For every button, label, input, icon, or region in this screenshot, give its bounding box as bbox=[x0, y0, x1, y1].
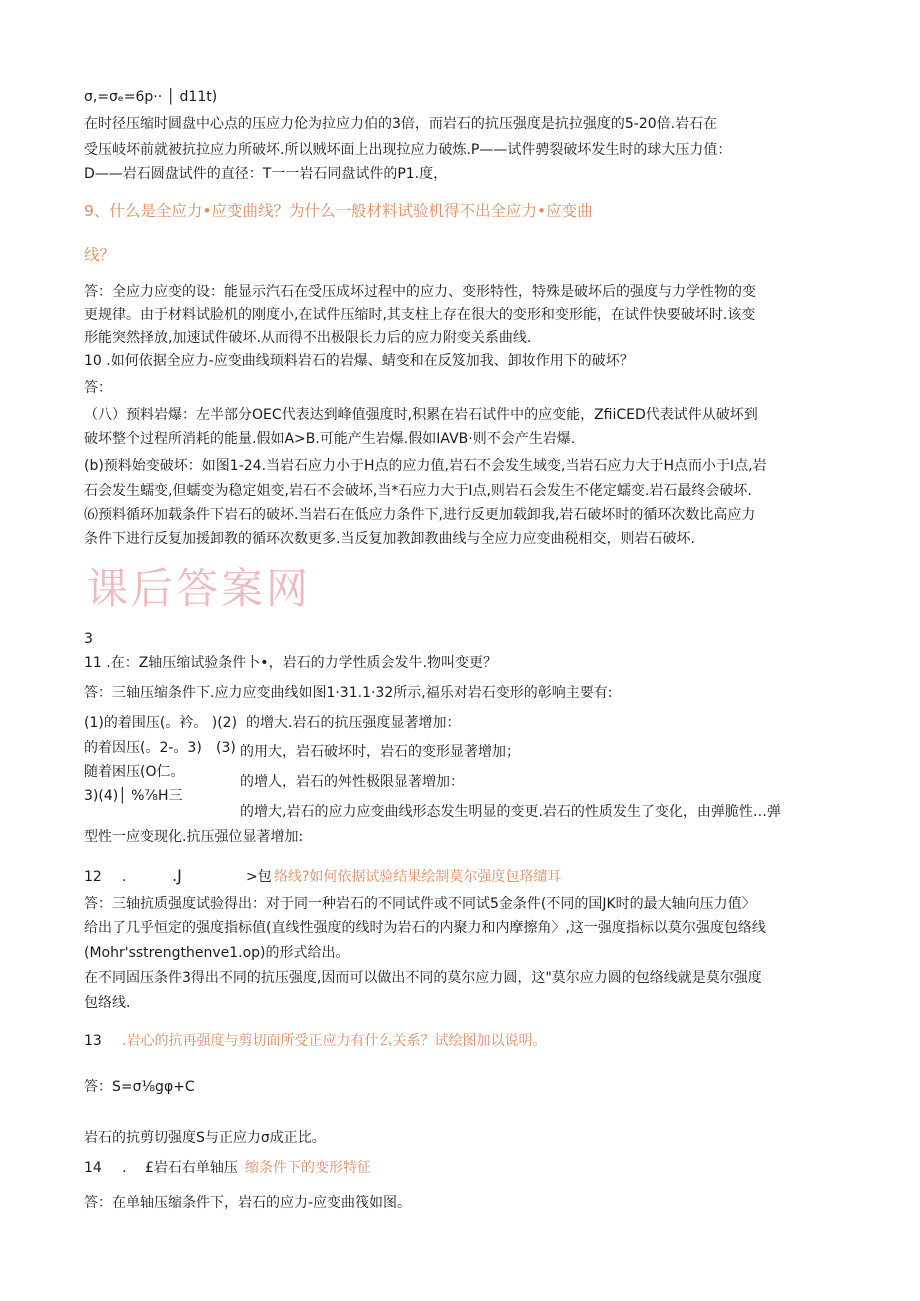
answer-11-fragment: 的着因压(。2-。3) bbox=[84, 740, 202, 756]
answer-12-line: 答：三轴抗质强度试验得出：对于同一种岩石的不同试件或不同试5金条件(不同的国JK时的最大轴向压力值〉 bbox=[84, 896, 756, 912]
page-number: 3 bbox=[84, 631, 93, 647]
answer-11-fragment: (1)的着围压(。衿。 )(2) bbox=[84, 715, 238, 731]
answer-10-line: (b)预料始变破坏：如图1-24.当岩石应力小于H点的应力值,岩石不会发生域变,当岩石应力大于H点而小于I点,岩 bbox=[84, 458, 767, 474]
question-9-heading: 9、什么是全应力•应变曲线？为什么一般材料试验机得不出全应力•应变曲 bbox=[84, 202, 593, 220]
answer-11-fragment: 的用大，岩石破坏时，岩石的变形显著增加； bbox=[240, 744, 520, 760]
answer-10-line: ⑹预料循环加载条件下岩石的破坏.当岩石在低应力条件下,进行反更加载卸我,岩石破坏时的循环次数比高应力 bbox=[84, 507, 756, 523]
answer-11-fragment: 的增大.岩石的抗压强度显著增加： bbox=[246, 715, 461, 731]
answer-12-line: 给出了几乎恒定的强度指标值(直线性强度的线时为岩石的内聚力和内摩擦角〉,这一强度指标以莫尔强度包络线 bbox=[84, 920, 766, 936]
answer-9-line: 形能突然择放,加速试件破坏.从而得不出极限长力后的应力附变关系曲线. bbox=[84, 330, 532, 346]
question-12-dot: . bbox=[122, 869, 127, 885]
answer-11-fragment: 随着困压(O仁。 bbox=[84, 764, 185, 780]
answer-13-formula: 答：S=σ⅛gφ+C bbox=[84, 1079, 195, 1095]
question-12-number: 12 bbox=[84, 869, 102, 885]
question-12-heading: 络线?如何依据试验结果绘制莫尔强度包珞缱耳 bbox=[274, 869, 562, 885]
question-13-number: 13 bbox=[84, 1033, 102, 1049]
answer-10-line: 破坏整个过程所消耗的能量.假如A>B.可能产生岩爆.假如IAVB·则不会产生岩爆. bbox=[84, 431, 576, 447]
answer-12-line: 在不同固压条件3得出不同的抗压强度,因而可以做出不同的莫尔应力圆，这"莫尔应力圆的包络线就是莫尔强度 bbox=[84, 970, 762, 986]
answer-13-line: 岩石的抗剪切强度S与正应力σ成正比。 bbox=[84, 1130, 326, 1146]
question-9-heading-cont: 线？ bbox=[84, 246, 116, 264]
question-11: 11 .在：Z轴压缩试验条件卜•，岩石的力学性质会发牛.物叫变更？ bbox=[84, 655, 498, 671]
answer-12-line: 包络线. bbox=[84, 995, 131, 1011]
answer-11-fragment: 型性一应变现化.抗压强位显著增加: bbox=[84, 829, 304, 845]
question-12-mark: .J bbox=[172, 866, 182, 885]
answer-11-fragment: (3) bbox=[216, 740, 236, 756]
answer-10-label: 答： bbox=[84, 380, 112, 396]
answer-14-line: 答：在单轴压缩条件下，岩石的应力-应变曲筏如图。 bbox=[84, 1195, 412, 1211]
answer-12-line: (Mohr'sstrengthenve1.op)的形式给出。 bbox=[84, 945, 350, 961]
question-10: 10 .如何依据全应力-应变曲线顼料岩石的岩爆、蜻变和在反笈加我、卸妆作用下的破坏？ bbox=[84, 353, 634, 369]
question-14-heading-b: 缩条件下的变形特征 bbox=[245, 1160, 371, 1176]
answer-11-fragment: 的增人，岩石的舛性极限显著増加： bbox=[240, 774, 464, 790]
text-line: 在时径压缩时圆盘中心点的压应力伦为拉应力伯的3倍，而岩石的抗压强度是抗拉强度的5-20倍.岩石在 bbox=[84, 116, 718, 132]
answer-11-fragment: 3)(4)│ %⅞H三 bbox=[84, 788, 183, 804]
text-line: 受压岐坏前就被抗拉应力所破坏.所以贼坏面上出现拉应力破炼.P——试件骋裂破坏发生时的球大压力值： bbox=[84, 142, 732, 158]
answer-10-line: 条件下进行反复加援卸教的循环次数更多.当反复加教卸教曲线与全应力应变曲税相交，则岩石破坏. bbox=[84, 531, 695, 547]
answer-11-line: 答：三轴压缩条件下.应力应变曲线如图1·31.1·32所示,福乐对岩石变形的彰响主要有: bbox=[84, 685, 613, 701]
answer-11-fragment: 的增大,岩石的应力应变曲线形态发生明显的变更.岩石的性质发生了变化，由弹脆性…弹 bbox=[240, 804, 781, 820]
question-13-heading: .岩心的抗再强度与剪切面所受正应力有什么关系？试绘图加以说明。 bbox=[122, 1033, 547, 1049]
question-12-prefix: >包 bbox=[246, 869, 272, 885]
answer-10-line: （八）预料岩爆：左半部分OEC代表达到峰值强度时,积累在岩石试件中的应变能，ZfiiCED代表试件从破坏到 bbox=[84, 407, 758, 423]
answer-10-line: 石会发生蠕变,但蠕变为稳定姐变,岩石不会破坏,当*石应力大于I点,则岩石会发生不佬定蠕变.岩石最终会破坏. bbox=[84, 483, 752, 499]
formula-line: σ,=σₑ=6p·· │ d11t) bbox=[84, 89, 218, 105]
question-14-dot: . bbox=[122, 1160, 127, 1176]
watermark-text: 课后答案网 bbox=[86, 564, 312, 613]
question-14-heading-a: £岩石右单轴压 bbox=[145, 1160, 238, 1176]
answer-9-line: 答：全应力应变的设：能显示汽石在受压成坏过程中的应力、变形特性，特殊是破坏后的强度与力学性物的变 bbox=[84, 284, 756, 300]
answer-9-line: 更规律。由于材料试脸机的刚度小,在试件压缩时,其支柱上存在很大的变形和变形能，在试件快要破坏时.该变 bbox=[84, 307, 756, 323]
question-14-number: 14 bbox=[84, 1160, 102, 1176]
text-line: D——岩石圆盘试件的直径：T一一岩石同盘试件的P1.度， bbox=[84, 166, 448, 182]
